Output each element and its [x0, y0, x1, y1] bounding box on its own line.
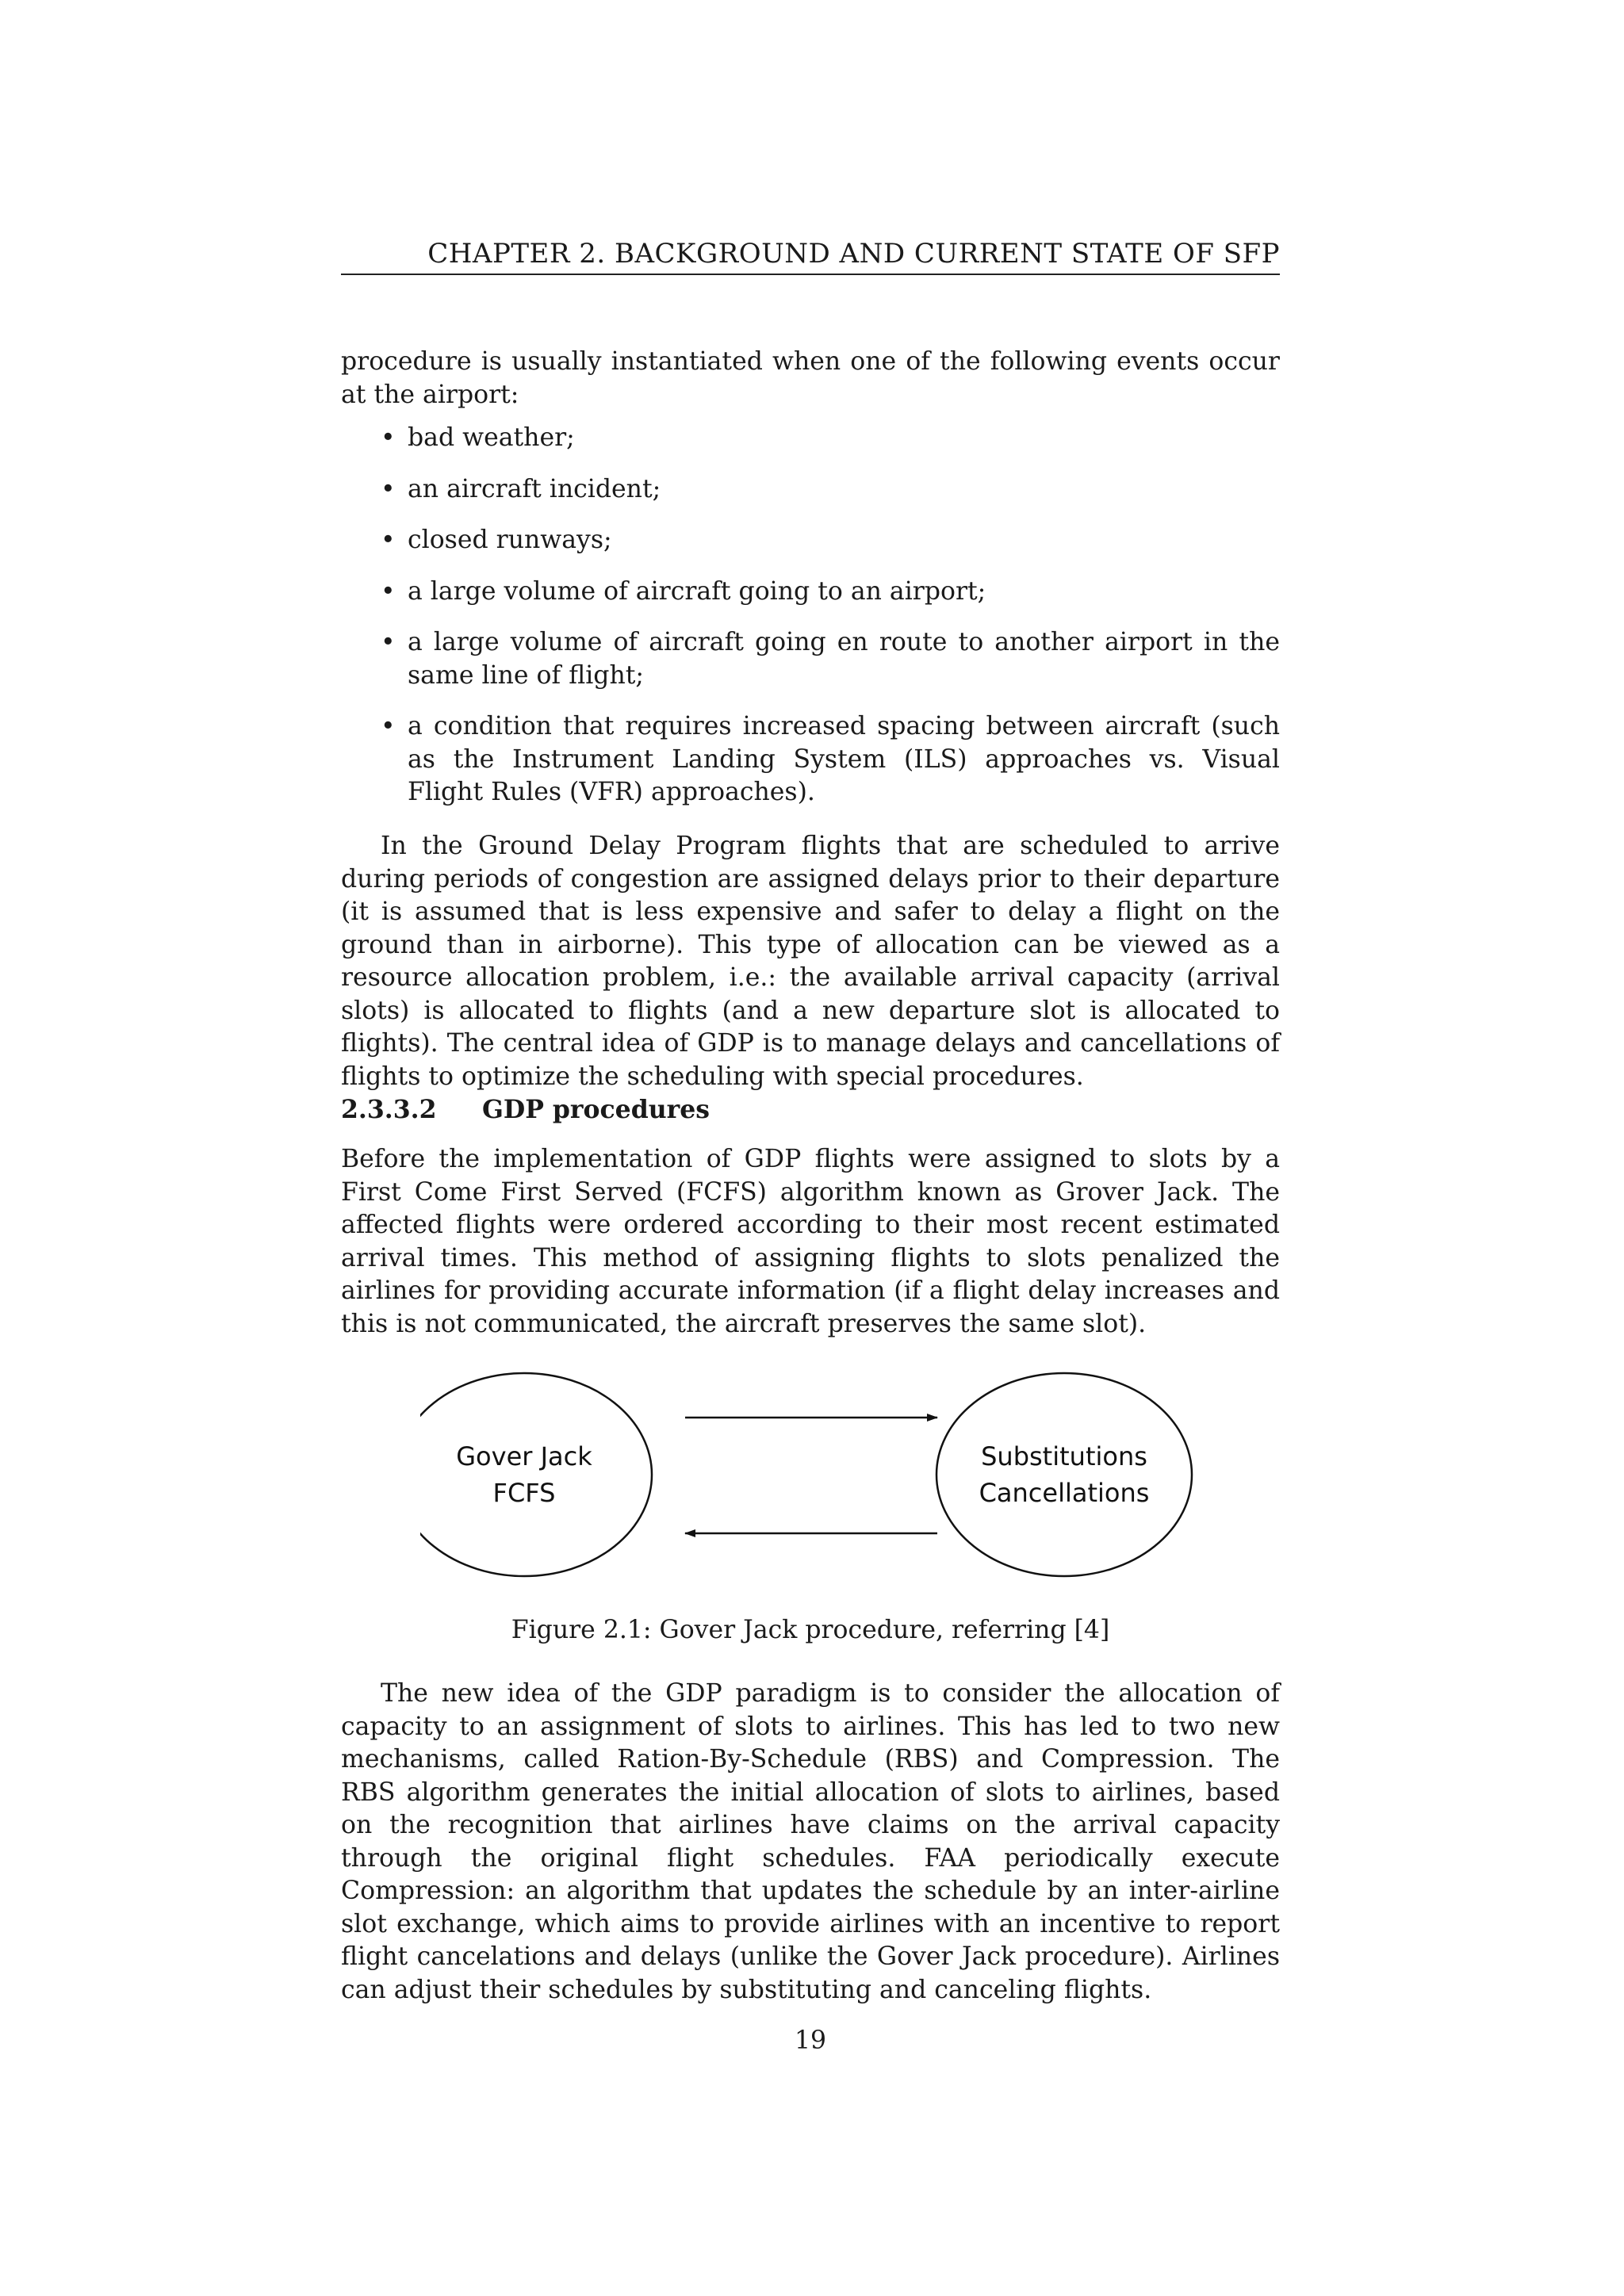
procedures-paragraph — [341, 1143, 1280, 1341]
intro-text: procedure is usually instantiated when one of the following events occur at the airport: — [341, 347, 1280, 409]
right-node-line1: Substitutions — [981, 1441, 1147, 1471]
list-item — [341, 576, 1280, 609]
list-item-text: a large volume of aircraft going en route to another airport in the same line of flight; — [408, 628, 1280, 690]
figure-caption: Figure 2.1: Gover Jack procedure, referring [4] — [511, 1616, 1110, 1644]
list-item — [341, 473, 1280, 507]
new-idea-paragraph — [341, 1678, 1280, 2007]
list-item — [341, 626, 1280, 692]
bullet-icon: • — [381, 576, 396, 606]
list-item — [341, 422, 1280, 455]
section-heading — [341, 1093, 710, 1127]
bullet-icon: • — [381, 423, 396, 452]
gdp-paragraph-text: In the Ground Delay Program flights that are scheduled to arrive during periods of congestion are assigned delays prior to their departure (it is assumed that is less expensive and safer to delay a flight on the ground than in airborne). This type of allocation can be viewed as a resource allocation problem, i.e.: the available arrival capacity (arrival slots) is allocated to flights (and a new departure slot is allocated to flights). The central idea of GDP is to manage delays and cancellations of flights to optimize the scheduling with special procedures. — [341, 832, 1280, 1091]
section-title: GDP procedures — [482, 1095, 710, 1124]
left-node-line2: FCFS — [492, 1478, 556, 1508]
list-item-text: a condition that requires increased spacing between aircraft (such as the Instrument Landing System (ILS) approaches vs. Visual Flight Rules (VFR) approaches). — [408, 712, 1280, 806]
left-node-label — [420, 1438, 628, 1511]
right-node-label — [944, 1438, 1184, 1511]
right-node-line2: Cancellations — [979, 1478, 1150, 1508]
new-idea-paragraph-text: The new idea of the GDP paradigm is to consider the allocation of capacity to an assignment of slots to airlines. This has led to two new mechanisms, called Ration-By-Schedule (RBS) and Compression. The RBS algorithm generates the initial allocation of slots to airlines, based on the recognition that airlines have claims on the arrival capacity through the original flight schedules. FAA periodically execute Compression: an algorithm that updates the schedule by an inter-airline slot exchange, which aims to provide airlines with an incentive to report flight cancelations and delays (unlike the Gover Jack procedure). Airlines can adjust their schedules by substituting and canceling flights. — [341, 1679, 1280, 2004]
list-item-text: bad weather; — [408, 423, 575, 452]
running-header: CHAPTER 2. BACKGROUND AND CURRENT STATE OF SFP — [427, 238, 1280, 270]
event-list — [341, 422, 1280, 828]
procedures-paragraph-text: Before the implementation of GDP flights were assigned to slots by a First Come First Served (FCFS) algorithm known as Grover Jack. The affected flights were ordered according to their most recent estimated arrival times. This method of assigning flights to slots penalized the airlines for providing accurate information (if a flight delay increases and this is not communicated, the aircraft preserves the same slot). — [341, 1145, 1280, 1338]
list-item-text: closed runways; — [408, 526, 612, 554]
bullet-icon: • — [381, 474, 396, 503]
page-number: 19 — [794, 2026, 827, 2055]
left-node-line1: Gover Jack — [456, 1441, 592, 1471]
list-item — [341, 710, 1280, 809]
list-item-text: an aircraft incident; — [408, 474, 661, 503]
bullet-icon: • — [381, 628, 396, 656]
list-item — [341, 524, 1280, 557]
bullet-icon: • — [381, 526, 396, 554]
gdp-paragraph — [341, 830, 1280, 1093]
gover-jack-figure — [420, 1364, 1205, 1586]
list-item-text: a large volume of aircraft going to an airport; — [408, 576, 986, 606]
bullet-icon: • — [381, 712, 396, 740]
section-number: 2.3.3.2 — [341, 1095, 437, 1124]
header-rule — [341, 274, 1280, 275]
intro-paragraph — [341, 346, 1280, 411]
